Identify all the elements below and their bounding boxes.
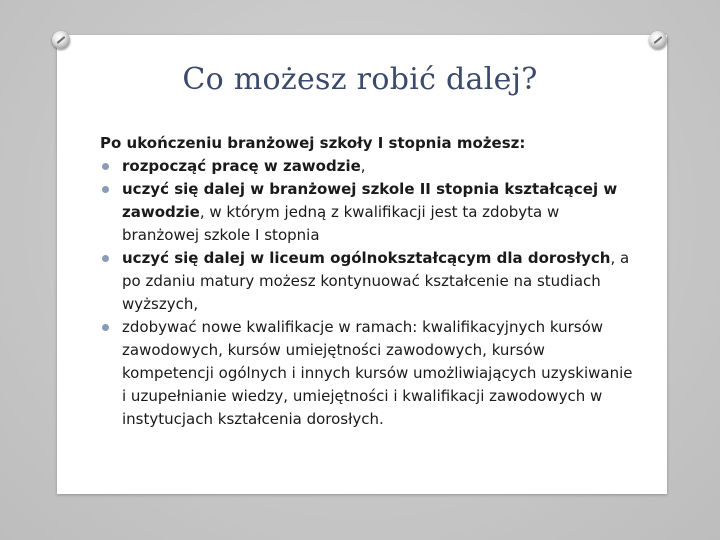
list-item — [100, 316, 640, 431]
slide-title: Co możesz robić dalej? — [182, 62, 538, 97]
bullet-icon — [102, 324, 109, 331]
bullet-icon — [102, 186, 109, 193]
item-text: , w którym jedną z kwalifikacji jest ta zdobyta w branżowej szkole I stopnia — [122, 203, 560, 244]
pushpin-icon — [649, 31, 667, 49]
list-item — [100, 155, 640, 178]
item-text: , a po zdaniu matury możesz kontynuować kształcenie na studiach wyższych, — [122, 249, 630, 313]
item-text: zdobywać nowe kwalifikacje w ramach: kwalifikacyjnych kursów zawodowych, kursów umiejętności zawodowych, kursów kompetencji ogólnych i innych kursów umożliwiających uzyskiwanie i uzupełnianie wiedzy, umiejętności i kwalifikacji zawodowych w instytucjach kształcenia dorosłych. — [122, 318, 633, 428]
bullet-list — [100, 155, 640, 431]
item-text: , — [360, 157, 366, 175]
pushpin-icon — [52, 31, 70, 49]
slide-content — [100, 132, 640, 431]
bullet-icon — [102, 163, 109, 170]
intro-text: Po ukończeniu branżowej szkoły I stopnia możesz: — [100, 134, 526, 152]
list-item — [100, 247, 640, 316]
item-bold-text: uczyć się dalej w liceum ogólnokształcącym dla dorosłych — [122, 249, 611, 267]
item-bold-text: uczyć się dalej w branżowej szkole II stopnia kształcącej w zawodzie — [122, 180, 618, 221]
list-item — [100, 178, 640, 247]
item-bold-text: rozpocząć pracę w zawodzie — [122, 157, 361, 175]
bullet-icon — [102, 255, 109, 262]
